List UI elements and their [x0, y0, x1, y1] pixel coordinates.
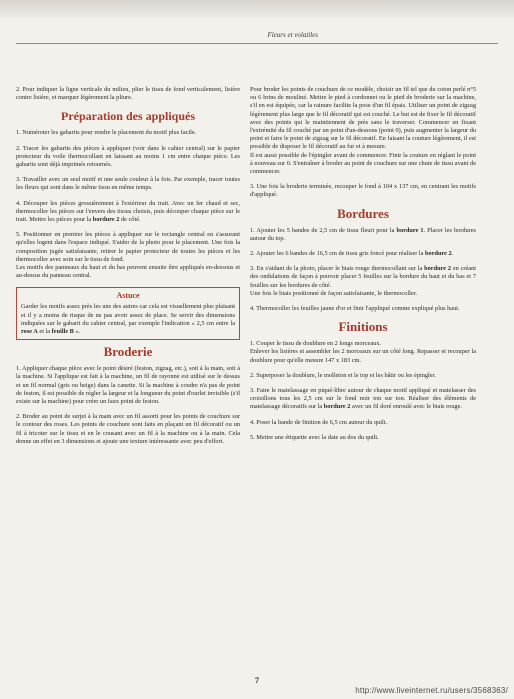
section-title-preparation: Préparation des appliqués: [60, 109, 195, 124]
finition-step-2: 2. Superposer la doublure, le molleton et le top et les bâtir ou les épingler.: [250, 371, 436, 379]
bordure-step-4: 4. Thermocoller les feuilles jaune d'or et finir l'appliqué comme expliqué plus haut.: [250, 305, 460, 313]
astuce-text: Garder les motifs assez près les uns des autres car cela est visuellement plus plaisant et il y a moins de risque de ne pas avoir assez de place. Se servir des dimensions indiquées sur le gabarit du cahier central, par exemple l'indication « 2,5 cm entre la rose A et la feuille B ».: [21, 303, 235, 336]
prep-step-3: 3. Travailler avec un seul motif et une seule couleur à la fois. Par exemple, tracer toutes les fleurs qui sont dans le même tissu en même temps.: [16, 176, 240, 192]
section-title-finitions: Finitions: [338, 319, 388, 335]
astuce-box: [16, 287, 240, 340]
bordure-step-2: 2. Ajouter les 6 bandes de 16,5 cm de tissu gris foncé pour réaliser la bordure 2.: [250, 250, 454, 258]
section-title-broderie: Broderie: [103, 344, 153, 360]
right-column: [250, 86, 476, 449]
prep-step-2: 2. Tracer les gabarits des pièces à appliquer (voir dans le cahier central) sur le papier protecteur du voile thermocollant en laissant au moins 1 cm entre chaque pièce. Les gabarits sont déjà imprimés retournés.: [16, 144, 240, 169]
broderie-step-1: 1. Appliquer chaque pièce avec le point désiré (feston, zigzag, etc.), soit à la main, soit à la machine. Si l'applique est fait à la machine, un fil de rayonne est utilisé sur le dessus et un fil normal (gris ou beige) dans la canette. Si la machine à coudre n'a pas de point de feston, il est possible de régler la largeur et la longueur du point d'ourlet invisible (s'il existe sur la machine) pour créer un faux point de feston.: [16, 365, 240, 406]
left-column: [16, 86, 240, 453]
header-rule: [16, 43, 498, 44]
broderie-step-2: 2. Broder au point de surjet à la main avec un fil assorti pour les points de couchure sur le contour des roses. Les points de couchure sont faits en plaçant un fil décoratif ou un fil à tricoter sur le tissu et en le cousant avec un fil à la machine ou à la main. Cela donne un effet en 3 dimensions et ajoute une texture intéressante avec peu d'effort.: [16, 413, 240, 445]
broderie-step-3: 3. Une fois la broderie terminée, recouper le fond à 104 x 137 cm, en centrant les motifs d'appliqué.: [250, 183, 476, 199]
finition-step-3: 3. Faire le matelassage en piqué-libre autour de chaque motif appliqué et matelasser des croisillons tous les 2,5 cm sur le fond noir ton sur ton. Réaliser des éléments de matelassage décoratifs sur la bordure 2 avec un fil doré enroulé avec le biais rouge.: [250, 387, 476, 411]
page-number: 7: [255, 676, 259, 685]
running-header: Fleurs et volatiles: [263, 31, 322, 39]
prep-step-4: 4. Découper les pièces grossièrement à l'extérieur du trait. Avec un fer chaud et sec, thermocoller les pièces sur l'envers des tissus choisis, puis découper chaque pièce sur le trait. Mettre les pièces pour la bordure 2 de côté.: [16, 199, 240, 224]
finition-step-4: 4. Poser la bande de finition de 6,5 cm autour du quilt.: [250, 418, 388, 426]
astuce-title: Astuce: [116, 291, 140, 301]
section-title-bordures: Bordures: [337, 205, 389, 221]
couchure-paragraph: Pour broder les points de couchure de ce modèle, choisir un fil tel que du coton perlé n°5 ou 6 brins de mouliné. Mettre le pied à cordonnet ou le pied de broderie sur la machine, s'il en est équipée, car la rainure facilite la pose d'un fil épais. Utiliser un point de zigzag légèrement plus large que le fil décoratif qui est couché. Le but est de fixer le fil décoratif avec des points qui le maintiennent de près sans le traverser. Commencer en fixant l'extrémité du fil couché par un point d'un-dessous (point 0), puis augmenter la largeur du point et faire le point de zigzag sur le fil décoratif. En faisant la couture légèrement, il est possible de disposer le fil décoratif au fur et à mesure. Il est aussi possible de l'épingler avant de commencer. Finir la couture en réglant le point à nouveau sur 0. S'entraîner à broder au point de couchure sur une chute de tissu avant de commencer.: [250, 86, 476, 176]
top-shadow: [0, 0, 514, 18]
prep-step-1: 1. Numéroter les gabarits pour rendre le placement du motif plus facile.: [16, 129, 197, 137]
finition-step-5: 5. Mettre une étiquette avec la date au dos du quilt.: [250, 433, 379, 441]
bordure-step-3: 3. En s'aidant de la photo, placer le biais rouge thermocollant sur la bordure 2 en créant des ondulations de façon à pouvoir placer 5 feuilles sur la bordure du haut et du bas et 7 feuilles sur les bordures de côté. Une fois le biais positionné de façon satisfaisante, le thermocoller.: [250, 265, 476, 297]
intro-step: 2. Pour indiquer la ligne verticale du milieu, plier le tissu de fond verticalement, lisière contre lisière, et marquer légèrement la pliure.: [16, 86, 240, 102]
prep-step-5: 5. Positionner en premier les pièces à appliquer sur le rectangle central en s'assurant qu'elles logent dans l'espace indiqué. S'aider de la photo pour le placement. Une fois la composition jugée satisfaisante, retirer le papier protecteur de toutes les pièces et les thermocoller avec soin sur le tissu de fond. Les motifs des panneaux du haut et du bas peuvent ensuite être appliqués en-dessous et au-dessus du panneau central.: [16, 231, 240, 280]
watermark-url: http://www.liveinternet.ru/users/3568363/: [355, 686, 508, 695]
bordure-step-1: 1. Ajouter les 5 bandes de 2,5 cm de tissu fleuri pour la bordure 1. Placer les bordures autour du top.: [250, 226, 476, 242]
finition-step-1: 1. Couper le tissu de doublure en 2 longs morceaux. Enlever les lisières et assembler les 2 morceaux sur un côté long. Repasser et recouper la doublure pour qu'elle mesure 147 x 183 cm.: [250, 340, 476, 364]
